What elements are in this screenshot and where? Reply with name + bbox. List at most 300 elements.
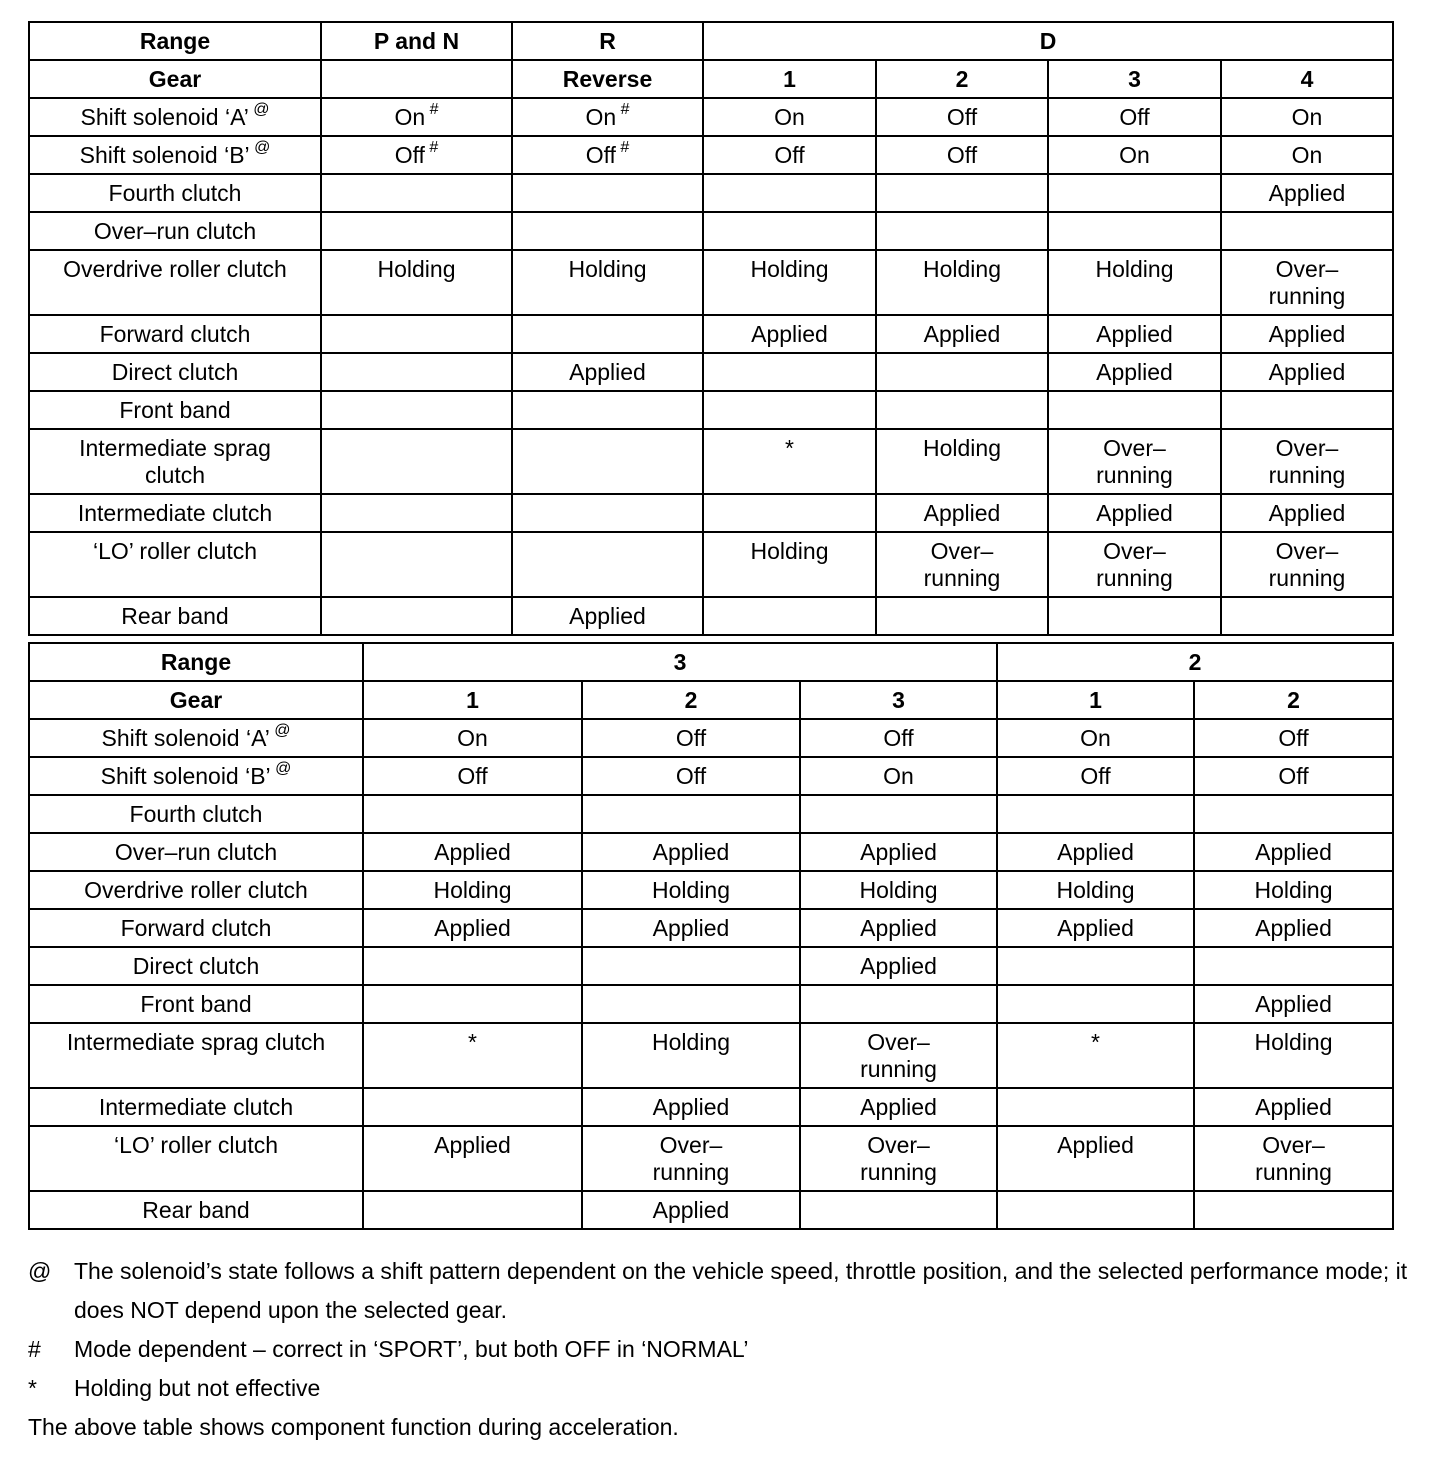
table-cell xyxy=(876,98,1048,136)
table-cell xyxy=(1194,947,1393,985)
gear-header-cell xyxy=(321,60,512,98)
table-cell xyxy=(1221,391,1393,429)
table-cell-text: On xyxy=(1080,725,1111,751)
table-cell xyxy=(512,174,703,212)
table-cell-text: Applied xyxy=(751,321,828,347)
component-label-text: ‘LO’ roller clutch xyxy=(113,1132,279,1158)
table-cell-text: Applied xyxy=(1268,500,1346,526)
table-cell xyxy=(876,212,1048,250)
gear-header-cell-text: 1 xyxy=(1089,687,1102,713)
gear-header-cell-text: 4 xyxy=(1300,66,1314,92)
table-cell xyxy=(703,532,876,597)
table-cell xyxy=(1221,429,1393,494)
footnote-text: The solenoid’s state follows a shift pattern dependent on the vehicle speed, throttle position, and the selected performance mode; it does NOT depend upon the selected gear. xyxy=(74,1258,1408,1323)
table-cell xyxy=(997,719,1194,757)
table-cell-text: Off xyxy=(1278,763,1309,789)
table-cell-text: Applied xyxy=(1268,180,1346,206)
table-row xyxy=(29,795,1393,833)
component-label-text: Over–run clutch xyxy=(93,218,257,244)
table-cell xyxy=(1221,250,1393,315)
table-cell xyxy=(582,719,800,757)
footnote-mark: # xyxy=(615,139,630,157)
table-cell-text: Off xyxy=(585,142,616,168)
table-row xyxy=(29,597,1393,635)
table-cell xyxy=(512,391,703,429)
table-cell xyxy=(800,719,997,757)
table-cell-text: running xyxy=(923,565,1001,591)
table-cell xyxy=(876,429,1048,494)
table-cell xyxy=(363,947,582,985)
table-cell-text: running xyxy=(1268,462,1346,488)
component-label xyxy=(29,494,321,532)
table-row xyxy=(29,1191,1393,1229)
closing-note: The above table shows component function during acceleration. xyxy=(28,1414,679,1440)
table-cell xyxy=(512,532,703,597)
component-label xyxy=(29,353,321,391)
table-row xyxy=(29,985,1393,1023)
table-cell-text: Off xyxy=(675,725,707,751)
table-cell xyxy=(703,212,876,250)
footnotes xyxy=(28,1252,1408,1447)
table-cell xyxy=(800,1088,997,1126)
table-cell xyxy=(363,719,582,757)
component-label xyxy=(29,1191,363,1229)
table-cell-text: On xyxy=(585,104,617,130)
component-label-text: Intermediate sprag clutch xyxy=(66,1029,326,1055)
component-label xyxy=(29,174,321,212)
table-cell-text: Applied xyxy=(652,915,730,941)
footnote-symbol: @ xyxy=(28,1258,52,1284)
table-cell xyxy=(363,1088,582,1126)
gear-header-cell xyxy=(582,681,800,719)
table-cell xyxy=(997,947,1194,985)
footnote-text: Mode dependent – correct in ‘SPORT’, but both OFF in ‘NORMAL’ xyxy=(74,1336,749,1362)
gear-header-cell-text: 3 xyxy=(892,687,905,713)
gear-header-cell xyxy=(876,60,1048,98)
table-cell xyxy=(1194,795,1393,833)
table-cell-text: Off xyxy=(1080,763,1111,789)
table-cell-text: Applied xyxy=(1057,839,1134,865)
table-cell-text: Applied xyxy=(1255,915,1332,941)
table-cell-text: Over– xyxy=(867,1029,930,1055)
table-cell-text: Holding xyxy=(377,256,456,282)
table-cell xyxy=(1048,494,1221,532)
table-cell xyxy=(1194,871,1393,909)
component-label-text: Direct clutch xyxy=(132,953,260,979)
component-label xyxy=(29,909,363,947)
table-cell-text: On xyxy=(1291,104,1323,130)
component-function-table-1 xyxy=(28,21,1394,636)
table-cell xyxy=(703,98,876,136)
table-cell xyxy=(997,871,1194,909)
footnote-item xyxy=(28,1330,1408,1369)
table-cell-text: Over– xyxy=(1262,1132,1325,1158)
component-label-text: Front band xyxy=(140,991,252,1017)
footnote-mark: @ xyxy=(270,760,292,778)
table-cell xyxy=(703,250,876,315)
table-row xyxy=(29,947,1393,985)
table-cell xyxy=(1048,212,1221,250)
component-function-table-2 xyxy=(28,642,1394,1230)
table-cell xyxy=(876,597,1048,635)
table-cell xyxy=(363,795,582,833)
component-label-text: Shift solenoid ‘A’ xyxy=(101,725,270,751)
table-cell-text: Applied xyxy=(569,359,646,385)
table-cell-text: Holding xyxy=(652,1029,730,1055)
component-label-text: Over–run clutch xyxy=(114,839,278,865)
table-cell-text: Applied xyxy=(1268,359,1346,385)
component-label xyxy=(29,871,363,909)
table-cell xyxy=(321,532,512,597)
table-cell xyxy=(582,1023,800,1088)
table-cell xyxy=(512,429,703,494)
table-cell-text: Over– xyxy=(1275,538,1339,564)
table-cell xyxy=(1048,597,1221,635)
table-cell-text: On xyxy=(883,763,914,789)
table-cell-text: Applied xyxy=(434,1132,511,1158)
table-cell-text: Off xyxy=(394,142,425,168)
component-label-text: ‘LO’ roller clutch xyxy=(92,538,258,564)
range-label xyxy=(29,643,363,681)
table-cell-text: Applied xyxy=(860,915,937,941)
table-cell-text: * xyxy=(468,1029,477,1055)
component-label-text: Rear band xyxy=(142,1197,250,1223)
footnote-mark: @ xyxy=(269,722,291,740)
table-row xyxy=(29,757,1393,795)
table-cell xyxy=(997,757,1194,795)
component-label-text: Intermediate sprag xyxy=(79,435,271,461)
table-cell xyxy=(1194,833,1393,871)
gear-header-cell-text: 2 xyxy=(955,66,969,92)
table-cell xyxy=(512,212,703,250)
footnote-item xyxy=(28,1369,1408,1408)
component-label-text: Fourth clutch xyxy=(129,801,263,827)
table-cell xyxy=(512,353,703,391)
table-cell xyxy=(582,1191,800,1229)
component-label xyxy=(29,719,363,757)
table-cell xyxy=(876,494,1048,532)
table-cell-text: Holding xyxy=(652,877,730,903)
footnote-mark: # xyxy=(424,139,439,157)
table-row xyxy=(29,136,1393,174)
table-cell-text: Applied xyxy=(1057,1132,1134,1158)
table-row xyxy=(29,1023,1393,1088)
component-label xyxy=(29,391,321,429)
table-cell-text: Off xyxy=(946,104,978,130)
table-cell xyxy=(363,833,582,871)
range-label xyxy=(29,22,321,60)
table-cell-text: Holding xyxy=(1254,1029,1333,1055)
table-row xyxy=(29,494,1393,532)
table-cell xyxy=(1048,391,1221,429)
table-cell-text: Off xyxy=(946,142,978,168)
table-cell xyxy=(1048,98,1221,136)
table-cell-text: Holding xyxy=(1254,877,1333,903)
table-cell-text: Applied xyxy=(1096,359,1173,385)
table-cell xyxy=(1221,353,1393,391)
table-cell-text: Applied xyxy=(860,953,937,979)
table-cell xyxy=(512,136,703,174)
component-label xyxy=(29,947,363,985)
table-cell xyxy=(363,1191,582,1229)
table-cell xyxy=(582,795,800,833)
table-cell-text: Over– xyxy=(930,538,994,564)
table-cell-text: Holding xyxy=(923,256,1001,282)
component-label-text: Shift solenoid ‘B’ xyxy=(100,763,271,789)
table-cell xyxy=(1048,174,1221,212)
table-cell xyxy=(363,1023,582,1088)
table-cell xyxy=(1048,429,1221,494)
table-cell-text: running xyxy=(1096,462,1173,488)
table-cell xyxy=(1048,315,1221,353)
table-row xyxy=(29,429,1393,494)
footnote-mark: @ xyxy=(248,101,270,119)
table-cell xyxy=(1194,1191,1393,1229)
table-cell-text: Off xyxy=(774,142,805,168)
table-cell xyxy=(876,136,1048,174)
table-cell xyxy=(703,353,876,391)
table-cell xyxy=(703,315,876,353)
component-label-text: Fourth clutch xyxy=(108,180,242,206)
component-label-text: Forward clutch xyxy=(120,915,272,941)
table-row xyxy=(29,391,1393,429)
table-cell xyxy=(512,98,703,136)
table-cell-text: running xyxy=(860,1056,937,1082)
component-label-text: Shift solenoid ‘A’ xyxy=(80,104,249,130)
table-cell xyxy=(582,985,800,1023)
component-label-text: clutch xyxy=(144,462,206,488)
table-cell xyxy=(363,909,582,947)
gear-header-cell xyxy=(1221,60,1393,98)
table-cell xyxy=(1194,757,1393,795)
table-cell xyxy=(512,250,703,315)
table-row xyxy=(29,212,1393,250)
table-row xyxy=(29,909,1393,947)
table-cell xyxy=(1221,494,1393,532)
range-header-row xyxy=(29,22,1393,60)
table-cell-text: Holding xyxy=(568,256,647,282)
footnote-symbol: * xyxy=(28,1375,37,1401)
table-cell-text: Holding xyxy=(1056,877,1135,903)
table-cell-text: Holding xyxy=(859,877,938,903)
range-3 xyxy=(363,643,997,681)
table-cell-text: Over– xyxy=(867,1132,930,1158)
range-p-and-n xyxy=(321,22,512,60)
footnote-symbol: # xyxy=(28,1336,41,1362)
component-label xyxy=(29,985,363,1023)
table-cell-text: Off xyxy=(883,725,914,751)
table-cell xyxy=(512,597,703,635)
table-cell xyxy=(582,1126,800,1191)
table-cell-text: On xyxy=(457,725,488,751)
table-cell-text: Applied xyxy=(1096,321,1173,347)
footnote-mark: @ xyxy=(249,139,271,157)
gear-header-row xyxy=(29,60,1393,98)
range-d xyxy=(703,22,1393,60)
component-label-text: Shift solenoid ‘B’ xyxy=(79,142,250,168)
table-cell xyxy=(997,1191,1194,1229)
table-cell xyxy=(321,250,512,315)
table-cell-text: * xyxy=(785,435,794,461)
table-row xyxy=(29,532,1393,597)
component-label xyxy=(29,1126,363,1191)
table-cell-text: running xyxy=(860,1159,937,1185)
table-cell-text: Over– xyxy=(1103,538,1166,564)
table-row xyxy=(29,719,1393,757)
table-cell xyxy=(321,174,512,212)
component-label-text: Direct clutch xyxy=(111,359,239,385)
table-cell xyxy=(800,1126,997,1191)
table-cell xyxy=(1221,174,1393,212)
table-cell-text: Applied xyxy=(434,915,511,941)
component-label xyxy=(29,212,321,250)
gear-header-cell xyxy=(1194,681,1393,719)
table-cell-text: Applied xyxy=(434,839,511,865)
range-header-row xyxy=(29,643,1393,681)
range-label-text: Range xyxy=(139,28,211,54)
table-cell xyxy=(997,1126,1194,1191)
component-label-text: Intermediate clutch xyxy=(77,500,273,526)
table-cell xyxy=(800,947,997,985)
table-cell-text: Applied xyxy=(860,1094,937,1120)
table-cell xyxy=(876,391,1048,429)
component-label-text: Forward clutch xyxy=(99,321,251,347)
component-label xyxy=(29,833,363,871)
table-cell xyxy=(703,494,876,532)
table-cell xyxy=(703,597,876,635)
footnote-item xyxy=(28,1252,1408,1330)
gear-header-cell xyxy=(997,681,1194,719)
component-label xyxy=(29,532,321,597)
table-cell xyxy=(1194,1023,1393,1088)
table-cell xyxy=(512,494,703,532)
table-cell xyxy=(1221,136,1393,174)
table-cell-text: Applied xyxy=(1255,839,1332,865)
table-cell xyxy=(582,871,800,909)
table-cell-text: Holding xyxy=(1095,256,1174,282)
component-label-text: Overdrive roller clutch xyxy=(63,256,287,282)
range-d-text: D xyxy=(1039,28,1057,54)
component-label xyxy=(29,429,321,494)
table-cell-text: Applied xyxy=(1096,500,1173,526)
table-cell xyxy=(997,833,1194,871)
component-label xyxy=(29,1088,363,1126)
table-cell xyxy=(1221,597,1393,635)
component-label xyxy=(29,315,321,353)
table-cell xyxy=(363,1126,582,1191)
table-row xyxy=(29,174,1393,212)
table-cell xyxy=(321,98,512,136)
table-cell-text: On xyxy=(1119,142,1150,168)
table-cell xyxy=(1221,212,1393,250)
component-label-text: Rear band xyxy=(121,603,229,629)
component-label xyxy=(29,98,321,136)
table-cell xyxy=(582,833,800,871)
table-cell xyxy=(1194,985,1393,1023)
gear-header-cell xyxy=(703,60,876,98)
range-2-text: 2 xyxy=(1188,649,1202,675)
component-label xyxy=(29,757,363,795)
table-cell-text: running xyxy=(1268,283,1346,309)
table-cell-text: Applied xyxy=(1057,915,1134,941)
table-cell xyxy=(997,1088,1194,1126)
table-row xyxy=(29,250,1393,315)
table-cell xyxy=(321,429,512,494)
table-cell-text: running xyxy=(1096,565,1173,591)
table-row xyxy=(29,833,1393,871)
table-cell-text: Off xyxy=(1278,725,1309,751)
gear-header-cell-text: 2 xyxy=(684,687,698,713)
gear-header-cell xyxy=(800,681,997,719)
table-cell xyxy=(1221,98,1393,136)
table-cell-text: Applied xyxy=(652,1094,730,1120)
table-cell xyxy=(800,1023,997,1088)
table-cell xyxy=(582,1088,800,1126)
table-cell xyxy=(1048,136,1221,174)
table-cell xyxy=(363,985,582,1023)
table-cell xyxy=(997,985,1194,1023)
table-cell xyxy=(1048,353,1221,391)
table-cell xyxy=(321,136,512,174)
table-cell-text: Off xyxy=(1119,104,1150,130)
table-row xyxy=(29,1088,1393,1126)
gear-header-cell xyxy=(1048,60,1221,98)
table-row xyxy=(29,1126,1393,1191)
table-cell-text: * xyxy=(1091,1029,1100,1055)
table-cell xyxy=(1221,315,1393,353)
table-cell xyxy=(321,597,512,635)
table-cell xyxy=(1221,532,1393,597)
table-cell-text: Holding xyxy=(750,538,829,564)
footnote-mark: # xyxy=(616,101,630,119)
table-cell xyxy=(703,391,876,429)
table-cell xyxy=(321,212,512,250)
gear-label xyxy=(29,60,321,98)
table-cell xyxy=(321,315,512,353)
table-row xyxy=(29,353,1393,391)
table-cell-text: running xyxy=(652,1159,730,1185)
table-cell xyxy=(800,909,997,947)
table-cell xyxy=(800,1191,997,1229)
component-label xyxy=(29,597,321,635)
table-cell xyxy=(876,315,1048,353)
table-cell-text: Applied xyxy=(923,500,1001,526)
table-cell-text: Applied xyxy=(652,839,730,865)
range-r-text: R xyxy=(599,28,616,54)
range-r xyxy=(512,22,703,60)
table-row xyxy=(29,871,1393,909)
gear-header-cell-text: 2 xyxy=(1287,687,1300,713)
table-cell xyxy=(997,795,1194,833)
component-label xyxy=(29,1023,363,1088)
gear-label xyxy=(29,681,363,719)
table-row xyxy=(29,98,1393,136)
table-cell xyxy=(876,353,1048,391)
gear-header-cell-text: Reverse xyxy=(562,66,653,92)
table-cell-text: Holding xyxy=(750,256,829,282)
table-cell-text: Applied xyxy=(1255,991,1332,1017)
gear-header-cell-text: 3 xyxy=(1128,66,1141,92)
gear-header-cell-text: 1 xyxy=(783,66,796,92)
table-cell xyxy=(800,795,997,833)
range-p-and-n-text: P and N xyxy=(373,28,460,54)
range-3-text: 3 xyxy=(673,649,687,675)
table-cell-text: Over– xyxy=(1275,435,1339,461)
table-cell xyxy=(800,871,997,909)
gear-header-cell-text: 1 xyxy=(466,687,479,713)
gear-header-row xyxy=(29,681,1393,719)
gear-header-cell xyxy=(512,60,703,98)
